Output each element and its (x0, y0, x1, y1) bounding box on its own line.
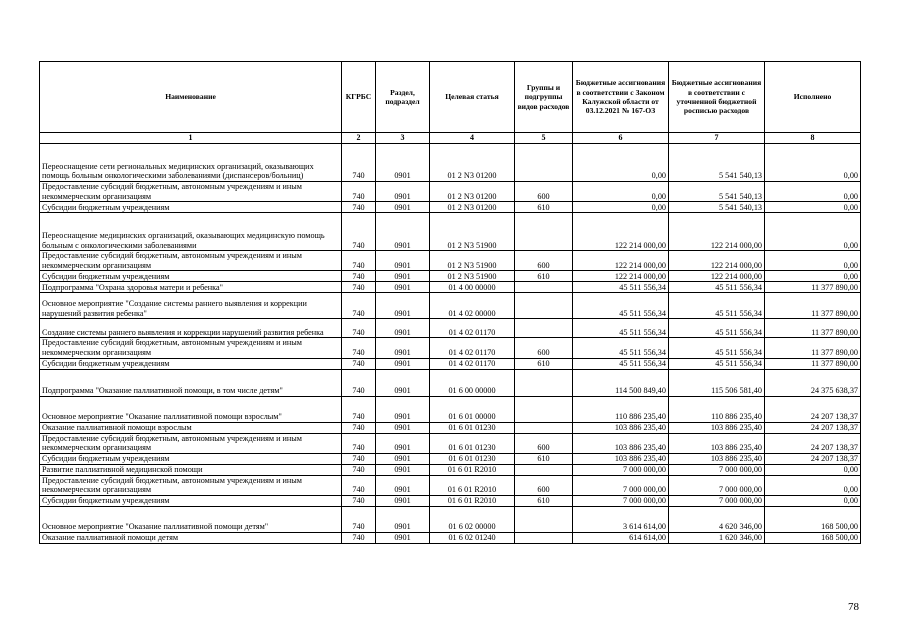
cell-section: 0901 (376, 495, 430, 506)
cell-groups: 600 (515, 182, 573, 202)
cell-name: Создание системы раннего выявления и коррекции нарушений развития ребенка (40, 319, 342, 338)
table-row (40, 213, 861, 251)
cell-executed: 11 377 890,00 (765, 358, 861, 369)
cell-section: 0901 (376, 271, 430, 282)
cell-section: 0901 (376, 464, 430, 475)
cell-groups (515, 282, 573, 293)
cell-kgrbs: 740 (342, 358, 376, 369)
cell-approved: 114 500 849,40 (573, 369, 669, 396)
table-row (40, 369, 861, 396)
cell-target: 01 6 01 00000 (430, 396, 515, 422)
cell-groups: 610 (515, 271, 573, 282)
cell-name: Основное мероприятие "Оказание паллиативной помощи взрослым" (40, 396, 342, 422)
cell-groups: 610 (515, 202, 573, 213)
cell-groups (515, 532, 573, 543)
cell-name: Субсидии бюджетным учреждениям (40, 495, 342, 506)
cell-kgrbs: 740 (342, 532, 376, 543)
cell-groups: 610 (515, 495, 573, 506)
cell-target: 01 6 01 01230 (430, 422, 515, 433)
column-number: 7 (669, 133, 765, 144)
cell-kgrbs: 740 (342, 293, 376, 319)
cell-section: 0901 (376, 532, 430, 543)
cell-groups (515, 369, 573, 396)
cell-approved: 103 886 235,40 (573, 433, 669, 453)
cell-executed: 0,00 (765, 202, 861, 213)
cell-kgrbs: 740 (342, 338, 376, 358)
cell-refined: 45 511 556,34 (669, 338, 765, 358)
cell-name: Предоставление субсидий бюджетным, автономным учреждениям и иным некоммерческим организациям (40, 338, 342, 358)
cell-refined: 122 214 000,00 (669, 213, 765, 251)
table-body (40, 144, 861, 544)
column-number-row (40, 133, 861, 144)
cell-name: Подпрограмма "Охрана здоровья матери и ребенка" (40, 282, 342, 293)
cell-approved: 45 511 556,34 (573, 358, 669, 369)
cell-executed: 11 377 890,00 (765, 282, 861, 293)
cell-name: Развитие паллиативной медицинской помощи (40, 464, 342, 475)
cell-section: 0901 (376, 213, 430, 251)
cell-name: Оказание паллиативной помощи детям (40, 532, 342, 543)
cell-section: 0901 (376, 422, 430, 433)
cell-groups (515, 464, 573, 475)
table-row (40, 182, 861, 202)
cell-approved: 122 214 000,00 (573, 213, 669, 251)
cell-approved: 0,00 (573, 144, 669, 182)
cell-groups: 600 (515, 433, 573, 453)
cell-refined: 5 541 540,13 (669, 144, 765, 182)
cell-refined: 45 511 556,34 (669, 293, 765, 319)
cell-refined: 115 506 581,40 (669, 369, 765, 396)
cell-executed: 24 207 138,37 (765, 433, 861, 453)
cell-kgrbs: 740 (342, 396, 376, 422)
cell-kgrbs: 740 (342, 271, 376, 282)
cell-target: 01 4 00 00000 (430, 282, 515, 293)
cell-name: Оказание паллиативной помощи взрослым (40, 422, 342, 433)
cell-target: 01 6 01 R2010 (430, 464, 515, 475)
cell-approved: 103 886 235,40 (573, 422, 669, 433)
table-row (40, 422, 861, 433)
table-row (40, 251, 861, 271)
cell-groups (515, 213, 573, 251)
header-section: Раздел, подраздел (376, 62, 430, 133)
table-row (40, 475, 861, 495)
header-target: Целевая статья (430, 62, 515, 133)
cell-kgrbs: 740 (342, 506, 376, 532)
cell-approved: 614 614,00 (573, 532, 669, 543)
cell-executed: 24 207 138,37 (765, 422, 861, 433)
cell-target: 01 6 02 01240 (430, 532, 515, 543)
cell-target: 01 2 N3 01200 (430, 182, 515, 202)
budget-table-sheet (39, 61, 860, 544)
cell-approved: 122 214 000,00 (573, 271, 669, 282)
cell-target: 01 4 02 00000 (430, 293, 515, 319)
cell-executed: 24 207 138,37 (765, 396, 861, 422)
cell-groups (515, 422, 573, 433)
cell-target: 01 2 N3 01200 (430, 144, 515, 182)
cell-approved: 45 511 556,34 (573, 282, 669, 293)
cell-groups (515, 396, 573, 422)
cell-target: 01 6 01 01230 (430, 453, 515, 464)
cell-refined: 7 000 000,00 (669, 475, 765, 495)
cell-refined: 45 511 556,34 (669, 319, 765, 338)
cell-name: Основное мероприятие "Создание системы раннего выявления и коррекции нарушений развития ребенка" (40, 293, 342, 319)
cell-executed: 168 500,00 (765, 506, 861, 532)
cell-section: 0901 (376, 282, 430, 293)
cell-refined: 45 511 556,34 (669, 282, 765, 293)
cell-refined: 103 886 235,40 (669, 453, 765, 464)
cell-section: 0901 (376, 475, 430, 495)
cell-target: 01 2 N3 01200 (430, 202, 515, 213)
cell-executed: 168 500,00 (765, 532, 861, 543)
table-row (40, 319, 861, 338)
table-row (40, 282, 861, 293)
cell-section: 0901 (376, 144, 430, 182)
cell-approved: 3 614 614,00 (573, 506, 669, 532)
cell-section: 0901 (376, 338, 430, 358)
cell-name: Переоснащение медицинских организаций, оказывающих медицинскую помощь больным с онкологическими заболеваниями (40, 213, 342, 251)
cell-refined: 4 620 346,00 (669, 506, 765, 532)
cell-section: 0901 (376, 202, 430, 213)
cell-target: 01 2 N3 51900 (430, 251, 515, 271)
cell-section: 0901 (376, 358, 430, 369)
cell-executed: 0,00 (765, 495, 861, 506)
table-row (40, 495, 861, 506)
column-number: 3 (376, 133, 430, 144)
cell-name: Предоставление субсидий бюджетным, автономным учреждениям и иным некоммерческим организациям (40, 182, 342, 202)
cell-refined: 7 000 000,00 (669, 464, 765, 475)
cell-section: 0901 (376, 506, 430, 532)
cell-kgrbs: 740 (342, 433, 376, 453)
table-row (40, 396, 861, 422)
cell-target: 01 4 02 01170 (430, 338, 515, 358)
header-refined: Бюджетные ассигнования в соответствии с уточненной бюджетной росписью расходов (669, 62, 765, 133)
cell-name: Предоставление субсидий бюджетным, автономным учреждениям и иным некоммерческим организациям (40, 475, 342, 495)
cell-name: Субсидии бюджетным учреждениям (40, 202, 342, 213)
cell-section: 0901 (376, 453, 430, 464)
cell-kgrbs: 740 (342, 213, 376, 251)
cell-kgrbs: 740 (342, 453, 376, 464)
cell-kgrbs: 740 (342, 251, 376, 271)
cell-refined: 45 511 556,34 (669, 358, 765, 369)
column-number: 4 (430, 133, 515, 144)
cell-kgrbs: 740 (342, 182, 376, 202)
table-row (40, 506, 861, 532)
cell-kgrbs: 740 (342, 144, 376, 182)
cell-refined: 103 886 235,40 (669, 433, 765, 453)
cell-refined: 103 886 235,40 (669, 422, 765, 433)
table-row (40, 271, 861, 282)
cell-section: 0901 (376, 251, 430, 271)
cell-approved: 122 214 000,00 (573, 251, 669, 271)
header-approved: Бюджетные ассигнования в соответствии с Законом Калужской области от 03.12.2021 № 167-ОЗ (573, 62, 669, 133)
cell-kgrbs: 740 (342, 495, 376, 506)
cell-groups: 600 (515, 338, 573, 358)
cell-executed: 0,00 (765, 144, 861, 182)
cell-target: 01 6 01 R2010 (430, 495, 515, 506)
cell-executed: 11 377 890,00 (765, 338, 861, 358)
cell-executed: 24 207 138,37 (765, 453, 861, 464)
table-row (40, 338, 861, 358)
cell-groups: 600 (515, 251, 573, 271)
cell-section: 0901 (376, 319, 430, 338)
cell-executed: 0,00 (765, 475, 861, 495)
cell-target: 01 6 01 R2010 (430, 475, 515, 495)
cell-kgrbs: 740 (342, 282, 376, 293)
cell-name: Предоставление субсидий бюджетным, автономным учреждениям и иным некоммерческим организациям (40, 433, 342, 453)
cell-groups (515, 293, 573, 319)
cell-name: Субсидии бюджетным учреждениям (40, 358, 342, 369)
cell-groups (515, 506, 573, 532)
cell-approved: 0,00 (573, 202, 669, 213)
cell-refined: 122 214 000,00 (669, 271, 765, 282)
cell-approved: 7 000 000,00 (573, 475, 669, 495)
cell-executed: 0,00 (765, 213, 861, 251)
cell-kgrbs: 740 (342, 319, 376, 338)
cell-refined: 110 886 235,40 (669, 396, 765, 422)
cell-groups (515, 319, 573, 338)
cell-target: 01 6 00 00000 (430, 369, 515, 396)
cell-target: 01 2 N3 51900 (430, 271, 515, 282)
cell-section: 0901 (376, 369, 430, 396)
cell-groups (515, 144, 573, 182)
cell-refined: 1 620 346,00 (669, 532, 765, 543)
cell-target: 01 6 02 00000 (430, 506, 515, 532)
cell-approved: 7 000 000,00 (573, 495, 669, 506)
cell-approved: 45 511 556,34 (573, 319, 669, 338)
cell-executed: 0,00 (765, 182, 861, 202)
cell-section: 0901 (376, 182, 430, 202)
cell-refined: 5 541 540,13 (669, 202, 765, 213)
cell-target: 01 6 01 01230 (430, 433, 515, 453)
cell-refined: 122 214 000,00 (669, 251, 765, 271)
cell-executed: 11 377 890,00 (765, 319, 861, 338)
cell-name: Переоснащение сети региональных медицинских организаций, оказывающих помощь больным онкологическими заболеваниями (диспансеров/больниц) (40, 144, 342, 182)
cell-kgrbs: 740 (342, 369, 376, 396)
cell-section: 0901 (376, 293, 430, 319)
cell-executed: 0,00 (765, 271, 861, 282)
cell-groups: 600 (515, 475, 573, 495)
cell-name: Субсидии бюджетным учреждениям (40, 453, 342, 464)
cell-refined: 7 000 000,00 (669, 495, 765, 506)
column-number: 5 (515, 133, 573, 144)
cell-target: 01 4 02 01170 (430, 358, 515, 369)
header-executed: Исполнено (765, 62, 861, 133)
cell-target: 01 2 N3 51900 (430, 213, 515, 251)
header-groups: Группы и подгруппы видов расходов (515, 62, 573, 133)
cell-target: 01 4 02 01170 (430, 319, 515, 338)
cell-name: Подпрограмма "Оказание паллиативной помощи, в том числе детям" (40, 369, 342, 396)
budget-table (39, 61, 861, 544)
cell-approved: 7 000 000,00 (573, 464, 669, 475)
table-row (40, 453, 861, 464)
column-number: 8 (765, 133, 861, 144)
column-number: 6 (573, 133, 669, 144)
table-row (40, 464, 861, 475)
header-name: Наименование (40, 62, 342, 133)
cell-executed: 11 377 890,00 (765, 293, 861, 319)
cell-name: Основное мероприятие "Оказание паллиативной помощи детям" (40, 506, 342, 532)
header-kgrbs: КГРБС (342, 62, 376, 133)
table-row (40, 144, 861, 182)
table-row (40, 202, 861, 213)
cell-executed: 24 375 638,37 (765, 369, 861, 396)
cell-kgrbs: 740 (342, 422, 376, 433)
cell-section: 0901 (376, 433, 430, 453)
page-number: 78 (848, 601, 859, 613)
column-number: 2 (342, 133, 376, 144)
cell-section: 0901 (376, 396, 430, 422)
table-row (40, 433, 861, 453)
column-number: 1 (40, 133, 342, 144)
cell-kgrbs: 740 (342, 464, 376, 475)
cell-approved: 110 886 235,40 (573, 396, 669, 422)
cell-kgrbs: 740 (342, 202, 376, 213)
cell-approved: 103 886 235,40 (573, 453, 669, 464)
cell-name: Предоставление субсидий бюджетным, автономным учреждениям и иным некоммерческим организациям (40, 251, 342, 271)
cell-groups: 610 (515, 453, 573, 464)
table-row (40, 532, 861, 543)
cell-approved: 45 511 556,34 (573, 338, 669, 358)
cell-approved: 45 511 556,34 (573, 293, 669, 319)
cell-executed: 0,00 (765, 464, 861, 475)
cell-groups: 610 (515, 358, 573, 369)
table-header-row (40, 62, 861, 133)
table-row (40, 358, 861, 369)
cell-kgrbs: 740 (342, 475, 376, 495)
cell-executed: 0,00 (765, 251, 861, 271)
table-row (40, 293, 861, 319)
cell-refined: 5 541 540,13 (669, 182, 765, 202)
cell-approved: 0,00 (573, 182, 669, 202)
cell-name: Субсидии бюджетным учреждениям (40, 271, 342, 282)
